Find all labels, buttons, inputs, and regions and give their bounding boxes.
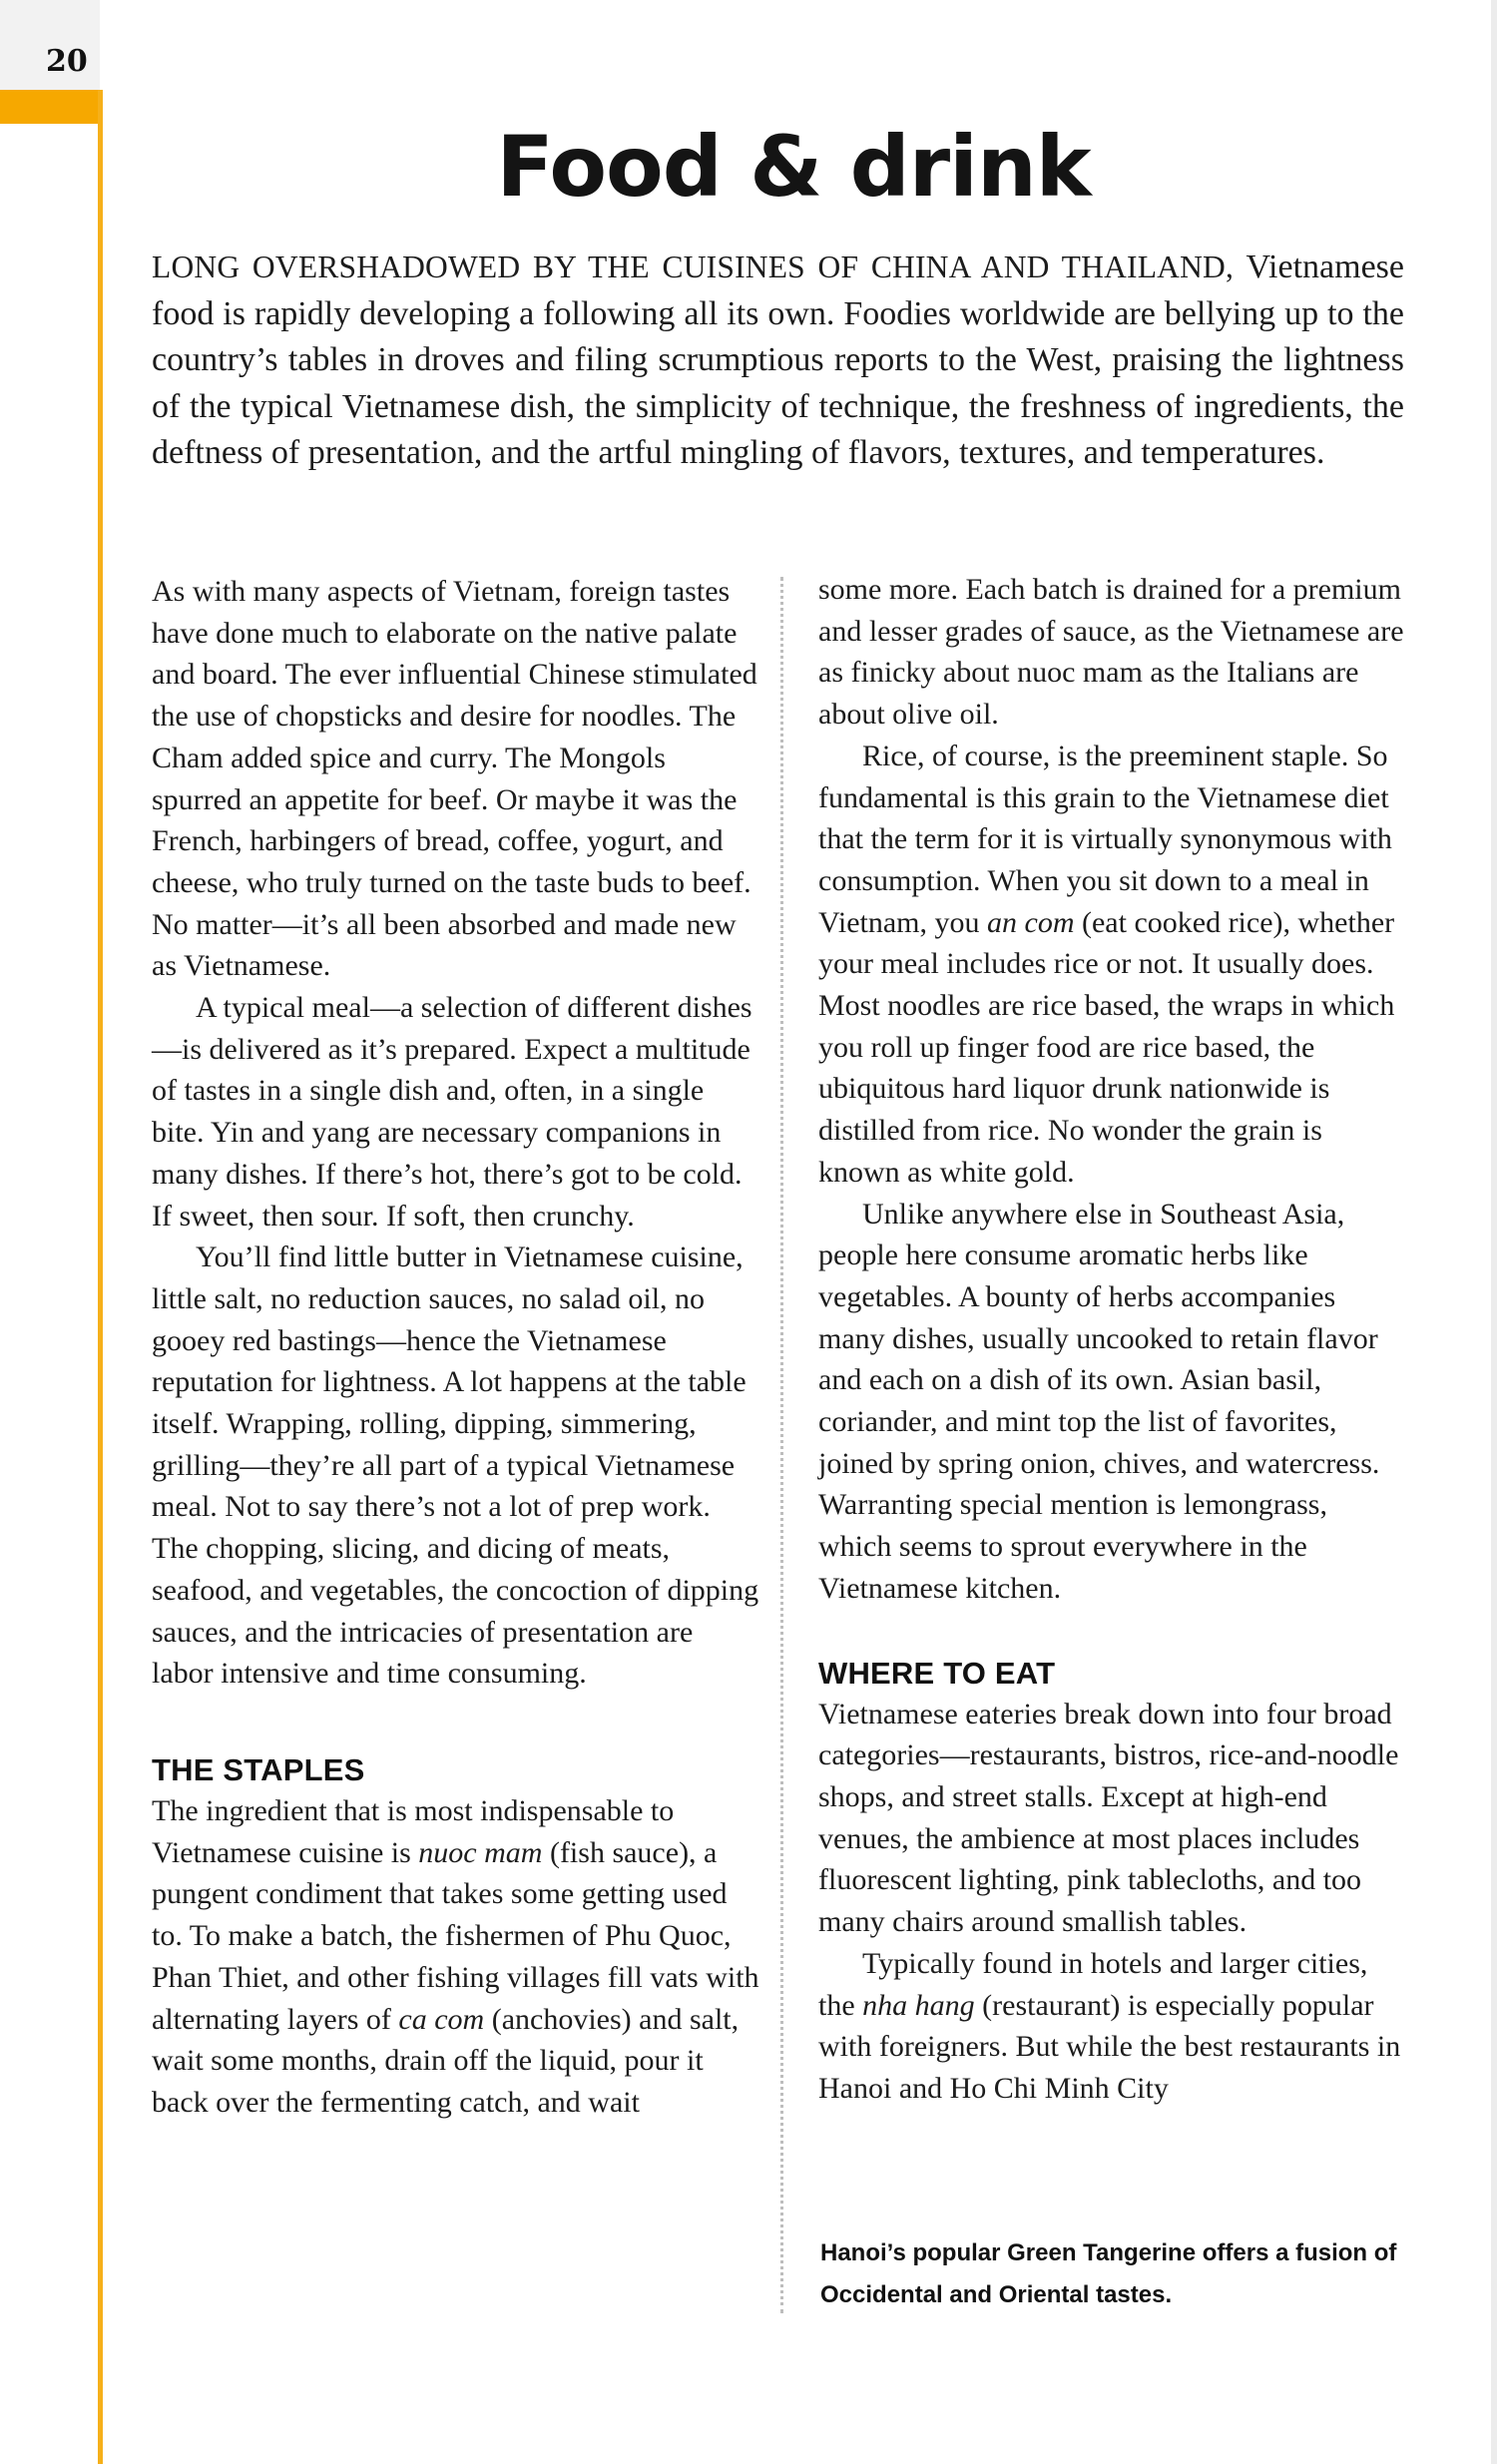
restaurant-text-b: (restaurant) is especially popular with foreigners. But while the best restaurants in Hanoi and Ho Chi Minh City <box>818 1988 1401 2105</box>
restaurant-term-nha-hang: nha hang <box>862 1988 975 2022</box>
right-paragraph-5 <box>818 1943 1407 2110</box>
right-paragraph-3: Unlike anywhere else in Southeast Asia, people here consume aromatic herbs like vegetables. A bounty of herbs accompanies many dishes, usually uncooked to retain flavor and each on a dish of its own. Asian basil, coriander, and mint top the list of favorites, joined by spring onion, chives, and watercress. Warranting special mention is lemongrass, which seems to sprout everywhere in the Vietnamese kitchen. <box>818 1197 1380 1605</box>
staples-text-a: The ingredient that is most indispensable to Vietnamese cuisine is <box>152 1793 675 1869</box>
left-paragraph-3: You’ll find little butter in Vietnamese cuisine, little salt, no reduction sauces, no salad oil, no gooey red bastings—hence the Vietnamese reputation for lightness. A lot happens at the table itself. Wrapping, rolling, dipping, simmering, grilling—they’re all part of a typical Vietnamese meal. Not to say there’s not a lot of prep work. The chopping, slicing, and dicing of meats, seafood, and vegetables, the concoction of dipping sauces, and the intricacies of presentation are labor intensive and time consuming. <box>152 1240 759 1691</box>
staples-text-c: (anchovies) and salt, wait some months, drain off the liquid, pour it back over the fermenting catch, and wait <box>152 2002 740 2119</box>
right-paragraph-2 <box>818 736 1407 1194</box>
right-paragraph-4: Vietnamese eateries break down into four broad categories—restaurants, bistros, rice-and-noodle shops, and street stalls. Except at high-end venues, the ambience at most places includes fluorescent lighting, pink tablecloths, and too many chairs around smallish tables. <box>818 1697 1399 1939</box>
accent-tab-bar <box>0 90 100 124</box>
intro-lead: LONG OVERSHADOWED BY THE CUISINES OF CHINA AND THAILAND, <box>152 249 1235 284</box>
left-paragraph-1: As with many aspects of Vietnam, foreign tastes have done much to elaborate on the native palate and board. The ever influential Chinese stimulated the use of chopsticks and desire for noodles. The Cham added spice and curry. The Mongols spurred an appetite for beef. Or maybe it was the French, harbingers of bread, coffee, yogurt, and cheese, who truly turned on the taste buds to beef. No matter—it’s all been absorbed and made new as Vietnamese. <box>152 575 757 983</box>
right-column <box>818 569 1407 2110</box>
rice-text-b: (eat cooked rice), whether your meal includes rice or not. It usually does. Most noodles are rice based, the wraps in which you roll up finger food are rice based, the ubiquitous hard liquor drunk nationwide is distilled from rice. No wonder the grain is known as white gold. <box>818 905 1395 1189</box>
where-to-eat-heading: WHERE TO EAT <box>818 1655 1056 1691</box>
page-title: Food & drink <box>496 118 1091 216</box>
page-number: 20 <box>46 44 88 79</box>
rice-text-a: Rice, of course, is the preeminent staple. So fundamental is this grain to the Vietnamese diet that the term for it is virtually synonymous with consumption. When you sit down to a meal in Vietnam, you <box>818 739 1392 939</box>
margin-rule <box>98 90 103 2464</box>
left-paragraph-4 <box>152 1790 760 2124</box>
left-paragraph-2: A typical meal—a selection of different dishes—is delivered as it’s prepared. Expect a multitude of tastes in a single dish and, often, in a single bite. Yin and yang are necessary companions in many dishes. If there’s hot, there’s got to be cold. If sweet, then sour. If soft, then crunchy. <box>152 991 752 1232</box>
column-divider <box>780 577 783 2313</box>
photo-caption: Hanoi’s popular Green Tangerine offers a fusion of Occidental and Oriental tastes. <box>820 2239 1397 2308</box>
intro-paragraph <box>152 245 1404 477</box>
staples-term-ca-com: ca com <box>398 2002 485 2036</box>
page-edge <box>1491 0 1497 2464</box>
staples-heading: THE STAPLES <box>152 1751 365 1787</box>
restaurant-text-a: Typically found in hotels and larger cities, the <box>818 1946 1368 2022</box>
staples-text-b: (fish sauce), a pungent condiment that takes some getting used to. To make a batch, the fishermen of Phu Quoc, Phan Thiet, and other fishing villages fill vats with alternating layers of <box>152 1835 759 2036</box>
intro-text: Vietnamese food is rapidly developing a following all its own. Foodies worldwide are bellying up to the country’s tables in droves and filing scrumptious reports to the West, praising the lightness of the typical Vietnamese dish, the simplicity of technique, the freshness of ingredients, the deftness of presentation, and the artful mingling of flavors, textures, and temperatures. <box>152 248 1404 471</box>
right-paragraph-1: some more. Each batch is drained for a premium and lesser grades of sauce, as the Vietnamese are as finicky about nuoc mam as the Italians are about olive oil. <box>818 573 1404 732</box>
rice-term-an-com: an com <box>987 905 1075 939</box>
left-column <box>152 571 760 2124</box>
staples-term-nuoc-mam: nuoc mam <box>418 1835 543 1869</box>
